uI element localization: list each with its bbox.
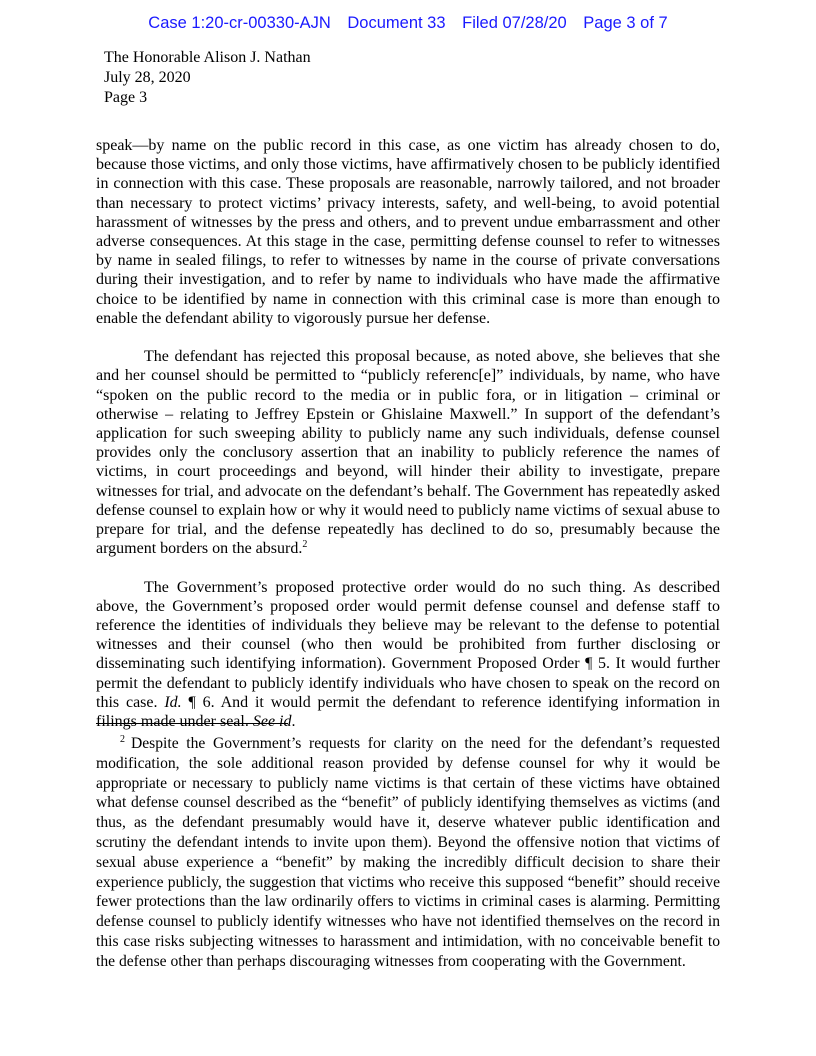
paragraph-2-text: The defendant has rejected this proposal because, as noted above, she believes that she and her counsel should be permitted to “publicly referenc[e]” individuals, by name, who have “spoken on the public record to the media or in public fora, or in litigation – criminal or otherwise – relating to Jeffrey Epstein or Ghislaine Maxwell.” In support of the defendant’s application for such sweeping ability to publicly name any such individuals, defense counsel provides only the conclusory assertion that an inability to publicly reference the names of victims, in court proceedings and beyond, will hinder their ability to investigate, prepare witnesses for trial, and advocate on the defendant’s behalf. The Government has repeatedly asked defense counsel to explain how or why it would need to publicly name victims of sexual abuse to prepare for trial, and the defense repeatedly has declined to do so, presumably because the argument borders on the absurd.	[96, 348, 720, 558]
letter-header	[104, 48, 311, 108]
paragraph-3-text: The Government’s proposed protective order would do no such thing. As described above, the Government’s proposed order would permit defense counsel and defense staff to reference the identities of individuals they believe may be relevant to the defense to potential witnesses and their counsel (who then would be prohibited from further disclosing or disseminating such identifying information). Government Proposed Order ¶ 5. It would further permit the defendant to publicly identify individuals who have chosen to speak on the record on this case.	[96, 578, 720, 711]
case-number: Case 1:20-cr-00330-AJN	[148, 14, 331, 32]
paragraph-2	[96, 347, 720, 558]
paragraph-3	[96, 578, 720, 732]
citation-id: Id.	[164, 693, 182, 711]
ecf-header-stamp	[0, 14, 816, 33]
footnote-text: Despite the Government’s requests for clarity on the need for the defendant’s requested modification, the sole additional reason provided by defense counsel for why it would be appropriate or necessary to publicly name victims is that certain of these victims have obtained what defense counsel described as the “benefit” of publicly identifying themselves as victims (and thus, as the defendant presumably would have it, deserve whatever public identification and scrutiny the defendant intends to invite upon them). Beyond the offensive notion that victims of sexual abuse experience a “benefit” by making the incredibly difficult decision to share their experience publicly, the suggestion that victims who receive this supposed “benefit” should receive fewer protections than the law ordinarily offers to victims in criminal cases is alarming. Permitting defense counsel to publicly identify witnesses who have not identified themselves on the record in this case risks subjecting witnesses to harassment and intimidation, with no conceivable benefit to the defense other than perhaps discouraging witnesses from cooperating with the Government.	[96, 735, 720, 970]
page-count: Page 3 of 7	[583, 14, 668, 32]
footnote-2	[96, 734, 720, 972]
footnote-divider	[96, 723, 288, 724]
letter-body	[96, 136, 720, 750]
citation-see-id: See id	[252, 713, 292, 731]
footnote-number: 2	[120, 734, 125, 745]
filed-date: Filed 07/28/20	[462, 14, 567, 32]
paragraph-3-text: .	[291, 713, 296, 731]
addressee: The Honorable Alison J. Nathan	[104, 49, 311, 66]
document-number: Document 33	[347, 14, 446, 32]
paragraph-3-text: ¶ 6. And it would permit the defendant to reference identifying information in filings made under seal.	[96, 693, 720, 731]
paragraph-1: speak—by name on the public record in this case, as one victim has already chosen to do, because those victims, and only those victims, have affirmatively chosen to be publicly identified in connection with this case. These proposals are reasonable, narrowly tailored, and not broader than necessary to protect victims’ privacy interests, safety, and well-being, to avoid potential harassment of witnesses by the press and others, and to prevent undue embarrassment and other adverse consequences. At this stage in the case, permitting defense counsel to refer to witnesses by name in sealed filings, to refer to witnesses by name in the course of private conversations during their investigation, and to refer by name to individuals who have made the affirmative choice to be identified by name in connection with this criminal case is more than enough to enable the defendant ability to vigorously pursue her defense.	[96, 137, 720, 327]
page-label: Page 3	[104, 89, 148, 106]
footnote-ref: 2	[302, 539, 308, 551]
letter-date: July 28, 2020	[104, 69, 191, 86]
